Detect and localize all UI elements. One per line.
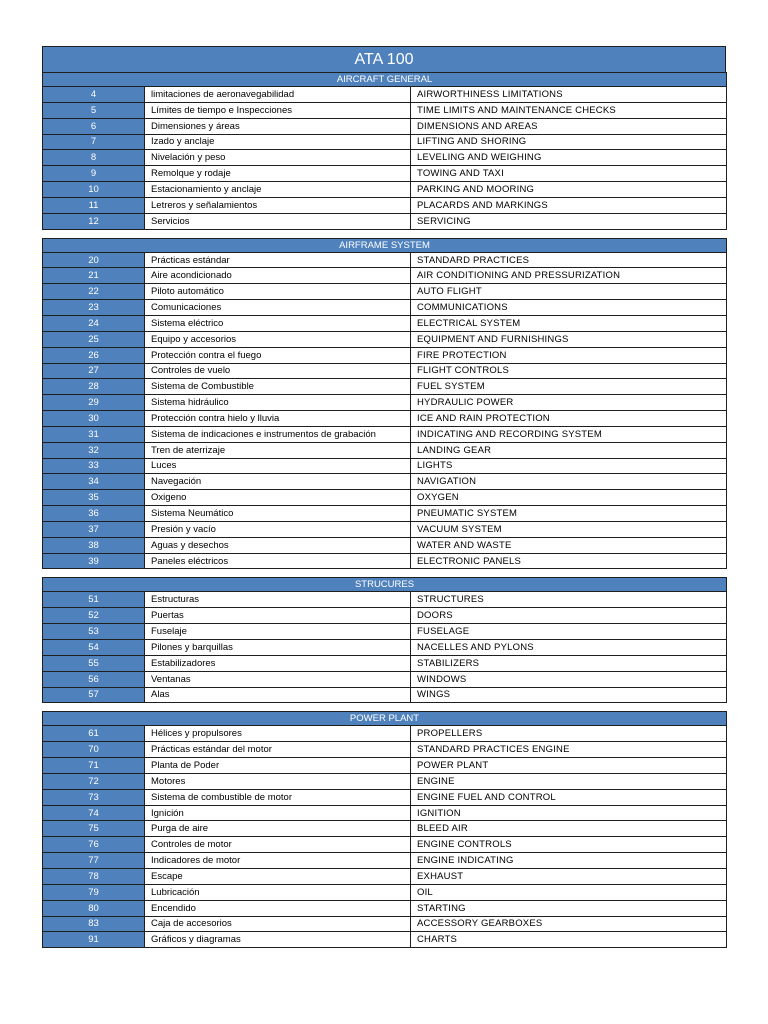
- chapter-number: 72: [43, 773, 145, 789]
- chapter-number: 61: [43, 726, 145, 742]
- spanish-description: Fuselaje: [145, 624, 411, 640]
- english-description: ENGINE INDICATING: [411, 853, 727, 869]
- spanish-description: Dimensiones y áreas: [145, 118, 411, 134]
- section-gap: [42, 703, 726, 711]
- table-row: [43, 395, 727, 411]
- spanish-description: Prácticas estándar: [145, 252, 411, 268]
- table-row: [43, 442, 727, 458]
- chapter-number: 57: [43, 687, 145, 703]
- english-description: FLIGHT CONTROLS: [411, 363, 727, 379]
- chapter-number: 74: [43, 805, 145, 821]
- table-row: [43, 805, 727, 821]
- table-row: [43, 118, 727, 134]
- spanish-description: Pilones y barquillas: [145, 640, 411, 656]
- table-row: [43, 553, 727, 569]
- english-description: NACELLES AND PYLONS: [411, 640, 727, 656]
- spanish-description: Estacionamiento y anclaje: [145, 182, 411, 198]
- table-row: [43, 853, 727, 869]
- spanish-description: Ignición: [145, 805, 411, 821]
- table-row: [43, 300, 727, 316]
- section-heading: AIRFRAME SYSTEM: [43, 238, 727, 252]
- chapter-number: 80: [43, 900, 145, 916]
- table-row: [43, 837, 727, 853]
- english-description: STANDARD PRACTICES: [411, 252, 727, 268]
- table-row: [43, 102, 727, 118]
- table-row: [43, 742, 727, 758]
- chapter-number: 37: [43, 521, 145, 537]
- chapter-number: 32: [43, 442, 145, 458]
- section-table: [42, 238, 727, 570]
- table-row: [43, 150, 727, 166]
- chapter-number: 27: [43, 363, 145, 379]
- spanish-description: Hélices y propulsores: [145, 726, 411, 742]
- spanish-description: Planta de Poder: [145, 758, 411, 774]
- chapter-number: 10: [43, 182, 145, 198]
- table-row: [43, 213, 727, 229]
- english-description: STANDARD PRACTICES ENGINE: [411, 742, 727, 758]
- spanish-description: Piloto automático: [145, 284, 411, 300]
- english-description: AIR CONDITIONING AND PRESSURIZATION: [411, 268, 727, 284]
- english-description: PLACARDS AND MARKINGS: [411, 197, 727, 213]
- english-description: LEVELING AND WEIGHING: [411, 150, 727, 166]
- chapter-number: 24: [43, 315, 145, 331]
- section-heading: POWER PLANT: [43, 712, 727, 726]
- spanish-description: Sistema Neumático: [145, 506, 411, 522]
- spanish-description: Navegación: [145, 474, 411, 490]
- table-row: [43, 458, 727, 474]
- english-description: WATER AND WASTE: [411, 537, 727, 553]
- english-description: FUSELAGE: [411, 624, 727, 640]
- section-heading: AIRCRAFT GENERAL: [43, 73, 727, 87]
- section-heading: STRUCURES: [43, 578, 727, 592]
- english-description: STRUCTURES: [411, 592, 727, 608]
- section-header-row: [43, 73, 727, 87]
- spanish-description: Alas: [145, 687, 411, 703]
- english-description: BLEED AIR: [411, 821, 727, 837]
- spanish-description: Estructuras: [145, 592, 411, 608]
- table-row: [43, 315, 727, 331]
- english-description: EQUIPMENT AND FURNISHINGS: [411, 331, 727, 347]
- spanish-description: Límites de tiempo e Inspecciones: [145, 102, 411, 118]
- section-header-row: [43, 712, 727, 726]
- spanish-description: Sistema de Combustible: [145, 379, 411, 395]
- chapter-number: 33: [43, 458, 145, 474]
- spanish-description: Puertas: [145, 608, 411, 624]
- section-table: [42, 711, 727, 948]
- spanish-description: Comunicaciones: [145, 300, 411, 316]
- table-row: [43, 671, 727, 687]
- table-row: [43, 932, 727, 948]
- table-row: [43, 884, 727, 900]
- chapter-number: 39: [43, 553, 145, 569]
- english-description: IGNITION: [411, 805, 727, 821]
- chapter-number: 25: [43, 331, 145, 347]
- spanish-description: Sistema eléctrico: [145, 315, 411, 331]
- table-row: [43, 821, 727, 837]
- table-row: [43, 726, 727, 742]
- section-header-row: [43, 238, 727, 252]
- table-row: [43, 900, 727, 916]
- chapter-number: 78: [43, 868, 145, 884]
- table-row: [43, 592, 727, 608]
- chapter-number: 26: [43, 347, 145, 363]
- chapter-number: 79: [43, 884, 145, 900]
- chapter-number: 54: [43, 640, 145, 656]
- section-table: [42, 577, 727, 703]
- table-row: [43, 197, 727, 213]
- table-row: [43, 789, 727, 805]
- english-description: WINGS: [411, 687, 727, 703]
- spanish-description: Caja de accesorios: [145, 916, 411, 932]
- chapter-number: 83: [43, 916, 145, 932]
- english-description: HYDRAULIC POWER: [411, 395, 727, 411]
- chapter-number: 71: [43, 758, 145, 774]
- ata-table-sheet: [42, 46, 726, 948]
- table-row: [43, 758, 727, 774]
- chapter-number: 53: [43, 624, 145, 640]
- spanish-description: Ventanas: [145, 671, 411, 687]
- spanish-description: Remolque y rodaje: [145, 166, 411, 182]
- spanish-description: Escape: [145, 868, 411, 884]
- english-description: OIL: [411, 884, 727, 900]
- section-header-row: [43, 578, 727, 592]
- section-gap: [42, 230, 726, 238]
- spanish-description: Izado y anclaje: [145, 134, 411, 150]
- chapter-number: 91: [43, 932, 145, 948]
- english-description: TOWING AND TAXI: [411, 166, 727, 182]
- table-row: [43, 284, 727, 300]
- spanish-description: Purga de aire: [145, 821, 411, 837]
- spanish-description: Encendido: [145, 900, 411, 916]
- spanish-description: Estabilizadores: [145, 655, 411, 671]
- english-description: FIRE PROTECTION: [411, 347, 727, 363]
- chapter-number: 73: [43, 789, 145, 805]
- chapter-number: 7: [43, 134, 145, 150]
- spanish-description: Oxigeno: [145, 490, 411, 506]
- chapter-number: 38: [43, 537, 145, 553]
- spanish-description: Controles de motor: [145, 837, 411, 853]
- chapter-number: 51: [43, 592, 145, 608]
- chapter-number: 29: [43, 395, 145, 411]
- chapter-number: 77: [43, 853, 145, 869]
- chapter-number: 31: [43, 426, 145, 442]
- chapter-number: 12: [43, 213, 145, 229]
- table-row: [43, 490, 727, 506]
- spanish-description: Motores: [145, 773, 411, 789]
- english-description: LIFTING AND SHORING: [411, 134, 727, 150]
- english-description: TIME LIMITS AND MAINTENANCE CHECKS: [411, 102, 727, 118]
- chapter-number: 34: [43, 474, 145, 490]
- chapter-number: 52: [43, 608, 145, 624]
- spanish-description: Controles de vuelo: [145, 363, 411, 379]
- table-row: [43, 474, 727, 490]
- chapter-number: 70: [43, 742, 145, 758]
- spanish-description: Servicios: [145, 213, 411, 229]
- table-row: [43, 640, 727, 656]
- chapter-number: 6: [43, 118, 145, 134]
- chapter-number: 36: [43, 506, 145, 522]
- spanish-description: Sistema hidráulico: [145, 395, 411, 411]
- spanish-description: Luces: [145, 458, 411, 474]
- table-row: [43, 624, 727, 640]
- chapter-number: 76: [43, 837, 145, 853]
- spanish-description: Aguas y desechos: [145, 537, 411, 553]
- english-description: PROPELLERS: [411, 726, 727, 742]
- english-description: ELECTRICAL SYSTEM: [411, 315, 727, 331]
- chapter-number: 4: [43, 87, 145, 103]
- chapter-number: 28: [43, 379, 145, 395]
- spanish-description: Presión y vacío: [145, 521, 411, 537]
- english-description: DOORS: [411, 608, 727, 624]
- chapter-number: 75: [43, 821, 145, 837]
- table-row: [43, 411, 727, 427]
- chapter-number: 8: [43, 150, 145, 166]
- chapter-number: 23: [43, 300, 145, 316]
- spanish-description: Nivelación y peso: [145, 150, 411, 166]
- table-row: [43, 331, 727, 347]
- english-description: DIMENSIONS AND AREAS: [411, 118, 727, 134]
- section-table: [42, 72, 727, 230]
- english-description: ICE AND RAIN PROTECTION: [411, 411, 727, 427]
- english-description: ENGINE: [411, 773, 727, 789]
- table-row: [43, 655, 727, 671]
- table-row: [43, 379, 727, 395]
- english-description: SERVICING: [411, 213, 727, 229]
- table-row: [43, 868, 727, 884]
- table-row: [43, 687, 727, 703]
- table-row: [43, 87, 727, 103]
- english-description: PNEUMATIC SYSTEM: [411, 506, 727, 522]
- english-description: COMMUNICATIONS: [411, 300, 727, 316]
- chapter-number: 55: [43, 655, 145, 671]
- table-row: [43, 252, 727, 268]
- english-description: ENGINE FUEL AND CONTROL: [411, 789, 727, 805]
- table-row: [43, 773, 727, 789]
- spanish-description: limitaciones de aeronavegabilidad: [145, 87, 411, 103]
- spanish-description: Sistema de indicaciones e instrumentos de grabación: [145, 426, 411, 442]
- english-description: PARKING AND MOORING: [411, 182, 727, 198]
- english-description: STABILIZERS: [411, 655, 727, 671]
- english-description: OXYGEN: [411, 490, 727, 506]
- spanish-description: Prácticas estándar del motor: [145, 742, 411, 758]
- page-title: ATA 100: [42, 46, 726, 72]
- table-row: [43, 363, 727, 379]
- chapter-number: 11: [43, 197, 145, 213]
- table-row: [43, 182, 727, 198]
- english-description: ELECTRONIC PANELS: [411, 553, 727, 569]
- english-description: POWER PLANT: [411, 758, 727, 774]
- english-description: STARTING: [411, 900, 727, 916]
- table-row: [43, 537, 727, 553]
- chapter-number: 56: [43, 671, 145, 687]
- table-row: [43, 347, 727, 363]
- spanish-description: Tren de aterrizaje: [145, 442, 411, 458]
- section-gap: [42, 569, 726, 577]
- english-description: VACUUM SYSTEM: [411, 521, 727, 537]
- english-description: CHARTS: [411, 932, 727, 948]
- spanish-description: Aire acondicionado: [145, 268, 411, 284]
- table-row: [43, 506, 727, 522]
- english-description: ACCESSORY GEARBOXES: [411, 916, 727, 932]
- english-description: LANDING GEAR: [411, 442, 727, 458]
- spanish-description: Indicadores de motor: [145, 853, 411, 869]
- spanish-description: Paneles eléctricos: [145, 553, 411, 569]
- table-row: [43, 426, 727, 442]
- english-description: AUTO FLIGHT: [411, 284, 727, 300]
- english-description: WINDOWS: [411, 671, 727, 687]
- spanish-description: Letreros y señalamientos: [145, 197, 411, 213]
- chapter-number: 35: [43, 490, 145, 506]
- sections-container: [42, 72, 726, 948]
- chapter-number: 30: [43, 411, 145, 427]
- table-row: [43, 268, 727, 284]
- chapter-number: 21: [43, 268, 145, 284]
- chapter-number: 9: [43, 166, 145, 182]
- spanish-description: Sistema de combustible de motor: [145, 789, 411, 805]
- spanish-description: Protección contra hielo y lluvia: [145, 411, 411, 427]
- english-description: EXHAUST: [411, 868, 727, 884]
- table-row: [43, 521, 727, 537]
- spanish-description: Protección contra el fuego: [145, 347, 411, 363]
- english-description: ENGINE CONTROLS: [411, 837, 727, 853]
- table-row: [43, 166, 727, 182]
- english-description: FUEL SYSTEM: [411, 379, 727, 395]
- table-row: [43, 916, 727, 932]
- english-description: NAVIGATION: [411, 474, 727, 490]
- chapter-number: 20: [43, 252, 145, 268]
- spanish-description: Lubricación: [145, 884, 411, 900]
- chapter-number: 22: [43, 284, 145, 300]
- table-row: [43, 608, 727, 624]
- english-description: LIGHTS: [411, 458, 727, 474]
- english-description: AIRWORTHINESS LIMITATIONS: [411, 87, 727, 103]
- english-description: INDICATING AND RECORDING SYSTEM: [411, 426, 727, 442]
- table-row: [43, 134, 727, 150]
- chapter-number: 5: [43, 102, 145, 118]
- spanish-description: Gráficos y diagramas: [145, 932, 411, 948]
- spanish-description: Equipo y accesorios: [145, 331, 411, 347]
